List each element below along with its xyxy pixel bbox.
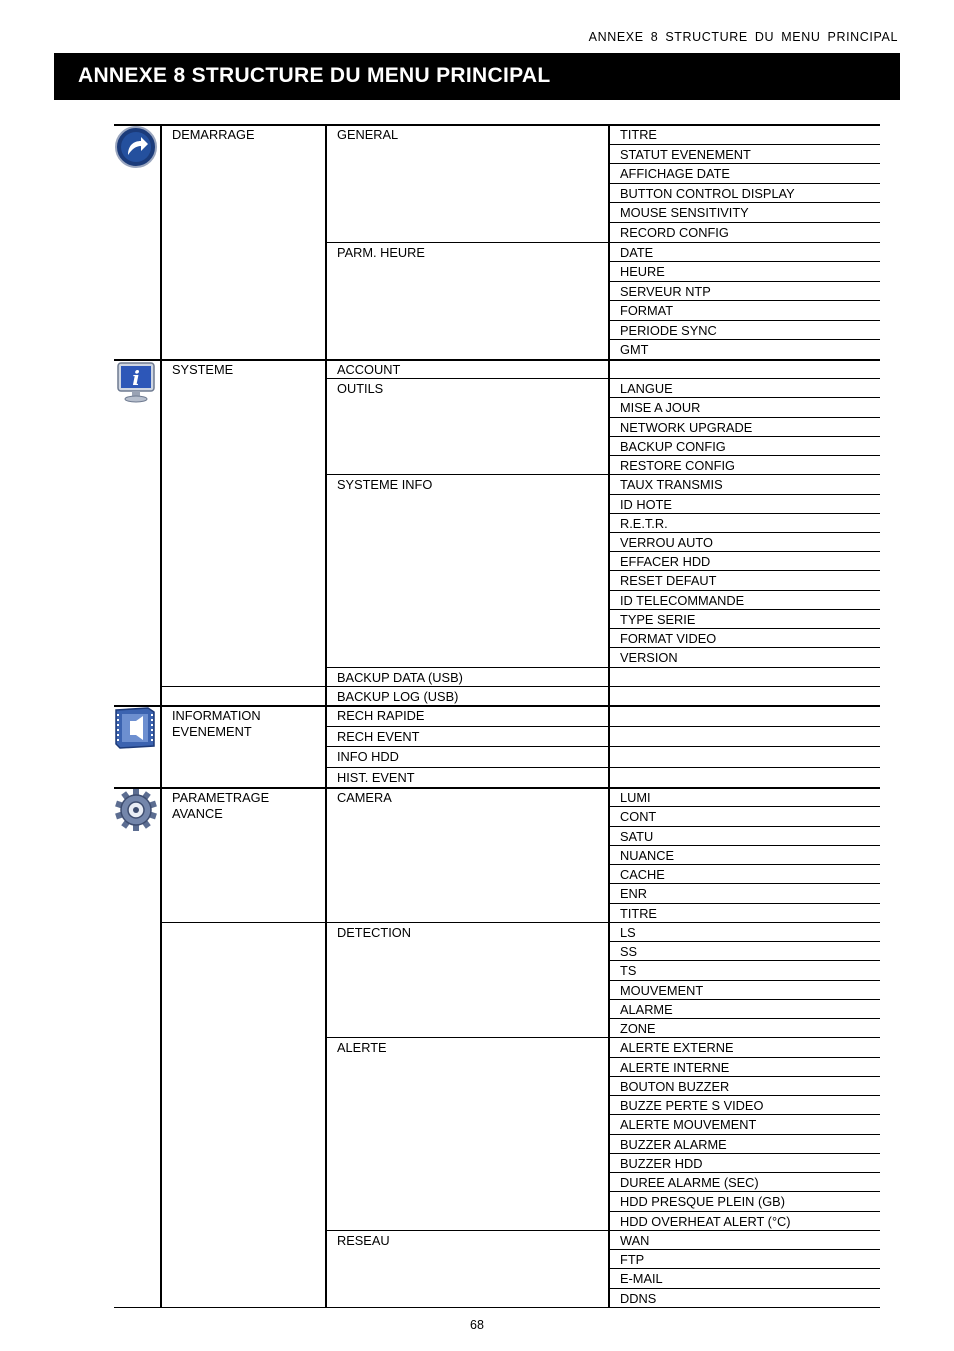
table-rule: [609, 826, 880, 827]
table-rule: [609, 628, 880, 629]
group-label: INFORMATION EVENEMENT: [172, 708, 261, 739]
menu-item: MOUVEMENT: [620, 982, 704, 998]
menu-item: E-MAIL: [620, 1271, 663, 1287]
column-rule: [325, 124, 327, 1307]
table-rule: [609, 144, 880, 145]
menu-item: NUANCE: [620, 847, 675, 863]
menu-item: PERIODE SYNC: [620, 322, 717, 338]
menu-item: SERVEUR NTP: [620, 283, 711, 299]
page-number: 68: [470, 1318, 484, 1332]
menu-item: ALERTE EXTERNE: [620, 1040, 734, 1056]
table-rule: [609, 1172, 880, 1173]
table-rule: [609, 339, 880, 340]
table-rule: [609, 570, 880, 571]
table-rule: [609, 1095, 880, 1096]
menu-item: BUZZE PERTE S VIDEO: [620, 1098, 764, 1114]
group-label: SYSTEME: [172, 362, 234, 377]
table-rule: [609, 1018, 880, 1019]
table-rule: [609, 806, 880, 807]
table-rule: [609, 864, 880, 865]
table-rule: [114, 1307, 880, 1308]
table-rule: [609, 1211, 880, 1212]
menu-item: BUTTON CONTROL DISPLAY: [620, 185, 795, 201]
table-rule: [609, 1114, 880, 1115]
menu-item: ID TELECOMMANDE: [620, 592, 745, 608]
menu-item: EFFACER HDD: [620, 554, 711, 570]
menu-item: R.E.T.R.: [620, 515, 668, 531]
menu-item: BUZZER HDD: [620, 1155, 703, 1171]
submenu-label: PARM. HEURE: [337, 244, 425, 260]
table-rule: [609, 397, 880, 398]
event-film-icon: [114, 706, 158, 755]
menu-item: AFFICHAGE DATE: [620, 166, 730, 182]
group-label: DEMARRAGE: [172, 127, 255, 142]
table-rule: [114, 705, 880, 707]
table-rule: [326, 922, 880, 923]
menu-item: DUREE ALARME (SEC): [620, 1175, 759, 1191]
system-info-monitor-icon: [114, 360, 158, 409]
table-rule: [609, 494, 880, 495]
page-title: ANNEXE 8 STRUCTURE DU MENU PRINCIPAL: [78, 64, 551, 87]
menu-item: FTP: [620, 1252, 645, 1268]
menu-item: RESET DEFAUT: [620, 573, 717, 589]
table-rule: [609, 163, 880, 164]
menu-item: HDD PRESQUE PLEIN (GB): [620, 1194, 785, 1210]
table-rule: [609, 1153, 880, 1154]
running-head: ANNEXE 8 STRUCTURE DU MENU PRINCIPAL: [588, 30, 898, 44]
menu-item: ZONE: [620, 1021, 656, 1037]
table-rule: [609, 513, 880, 514]
svg-text:i: i: [132, 366, 140, 390]
table-rule: [609, 647, 880, 648]
menu-item: ALARME: [620, 1001, 673, 1017]
table-rule: [609, 1057, 880, 1058]
table-rule: [609, 1191, 880, 1192]
table-rule: [326, 746, 880, 747]
submenu-label: OUTILS: [337, 381, 384, 397]
table-rule: [609, 300, 880, 301]
table-rule: [609, 1134, 880, 1135]
table-rule: [326, 378, 880, 379]
menu-item: STATUT EVENEMENT: [620, 146, 751, 162]
menu-item: RESTORE CONFIG: [620, 458, 735, 474]
table-rule: [326, 474, 880, 475]
table-rule: [609, 1249, 880, 1250]
table-rule: [609, 1268, 880, 1269]
menu-item: CACHE: [620, 867, 665, 883]
menu-item: BUZZER ALARME: [620, 1136, 727, 1152]
submenu-label: RECH RAPIDE: [337, 708, 425, 723]
menu-item: ALERTE MOUVEMENT: [620, 1117, 757, 1133]
menu-item: TITRE: [620, 905, 657, 921]
menu-item: ENR: [620, 886, 648, 902]
table-rule: [609, 281, 880, 282]
menu-item: FORMAT: [620, 303, 674, 319]
table-rule: [609, 883, 880, 884]
column-rule: [608, 124, 610, 1307]
submenu-label: ALERTE: [337, 1040, 387, 1056]
submenu-label: ACCOUNT: [337, 362, 401, 377]
table-rule: [326, 667, 880, 668]
menu-item: WAN: [620, 1232, 650, 1248]
table-rule: [609, 941, 880, 942]
submenu-label: BACKUP DATA (USB): [337, 669, 463, 685]
table-rule: [114, 787, 880, 789]
quick-start-arrow-icon: [114, 125, 158, 174]
menu-item: HEURE: [620, 264, 665, 280]
menu-item: ID HOTE: [620, 496, 672, 512]
table-rule: [609, 436, 880, 437]
menu-item: TS: [620, 963, 637, 979]
table-rule: [609, 609, 880, 610]
menu-item: SATU: [620, 828, 654, 844]
menu-item: GMT: [620, 342, 649, 358]
table-rule: [609, 183, 880, 184]
table-rule: [609, 590, 880, 591]
menu-item: BOUTON BUZZER: [620, 1078, 730, 1094]
table-rule: [114, 359, 880, 361]
menu-item: MISE A JOUR: [620, 400, 701, 416]
table-rule: [609, 532, 880, 533]
table-rule: [326, 767, 880, 768]
menu-item: TITRE: [620, 127, 657, 142]
table-rule: [161, 922, 326, 923]
submenu-label: RESEAU: [337, 1232, 390, 1248]
table-rule: [609, 551, 880, 552]
menu-item: DDNS: [620, 1290, 657, 1306]
table-rule: [609, 903, 880, 904]
submenu-label: CAMERA: [337, 790, 392, 805]
menu-item: SS: [620, 944, 638, 960]
menu-item: MOUSE SENSITIVITY: [620, 205, 749, 221]
menu-item: TAUX TRANSMIS: [620, 477, 723, 493]
table-rule: [326, 1230, 880, 1231]
table-rule: [609, 1288, 880, 1289]
submenu-label: GENERAL: [337, 127, 399, 142]
submenu-label: BACKUP LOG (USB): [337, 688, 459, 704]
table-rule: [326, 1037, 880, 1038]
table-rule: [609, 455, 880, 456]
submenu-label: HIST. EVENT: [337, 769, 415, 785]
menu-item: CONT: [620, 809, 657, 825]
advanced-gear-icon: [114, 788, 158, 837]
table-rule: [609, 222, 880, 223]
submenu-label: INFO HDD: [337, 749, 399, 764]
menu-item: FORMAT VIDEO: [620, 631, 717, 647]
table-rule: [161, 686, 326, 687]
menu-item: VERROU AUTO: [620, 535, 713, 550]
menu-item: RECORD CONFIG: [620, 224, 729, 240]
group-label: PARAMETRAGE AVANCE: [172, 790, 270, 821]
table-rule: [326, 242, 880, 243]
menu-item: LANGUE: [620, 381, 673, 397]
menu-item: ALERTE INTERNE: [620, 1059, 730, 1075]
table-rule: [326, 686, 880, 687]
submenu-label: RECH EVENT: [337, 728, 420, 744]
submenu-label: SYSTEME INFO: [337, 477, 433, 493]
table-rule: [609, 980, 880, 981]
menu-item: HDD OVERHEAT ALERT (°C): [620, 1213, 791, 1229]
table-rule: [609, 261, 880, 262]
menu-item: NETWORK UPGRADE: [620, 419, 753, 435]
menu-item: LS: [620, 924, 636, 940]
menu-item: TYPE SERIE: [620, 611, 696, 627]
table-rule: [609, 417, 880, 418]
menu-item: VERSION: [620, 650, 678, 666]
table-rule: [609, 845, 880, 846]
menu-item: BACKUP CONFIG: [620, 438, 726, 454]
table-rule: [326, 726, 880, 727]
table-rule: [609, 999, 880, 1000]
table-rule: [609, 202, 880, 203]
table-rule: [609, 960, 880, 961]
table-rule: [609, 320, 880, 321]
submenu-label: DETECTION: [337, 924, 411, 940]
menu-item: LUMI: [620, 790, 651, 805]
table-rule: [609, 1076, 880, 1077]
table-rule: [114, 124, 880, 126]
menu-item: DATE: [620, 244, 654, 260]
column-rule: [160, 124, 162, 1307]
